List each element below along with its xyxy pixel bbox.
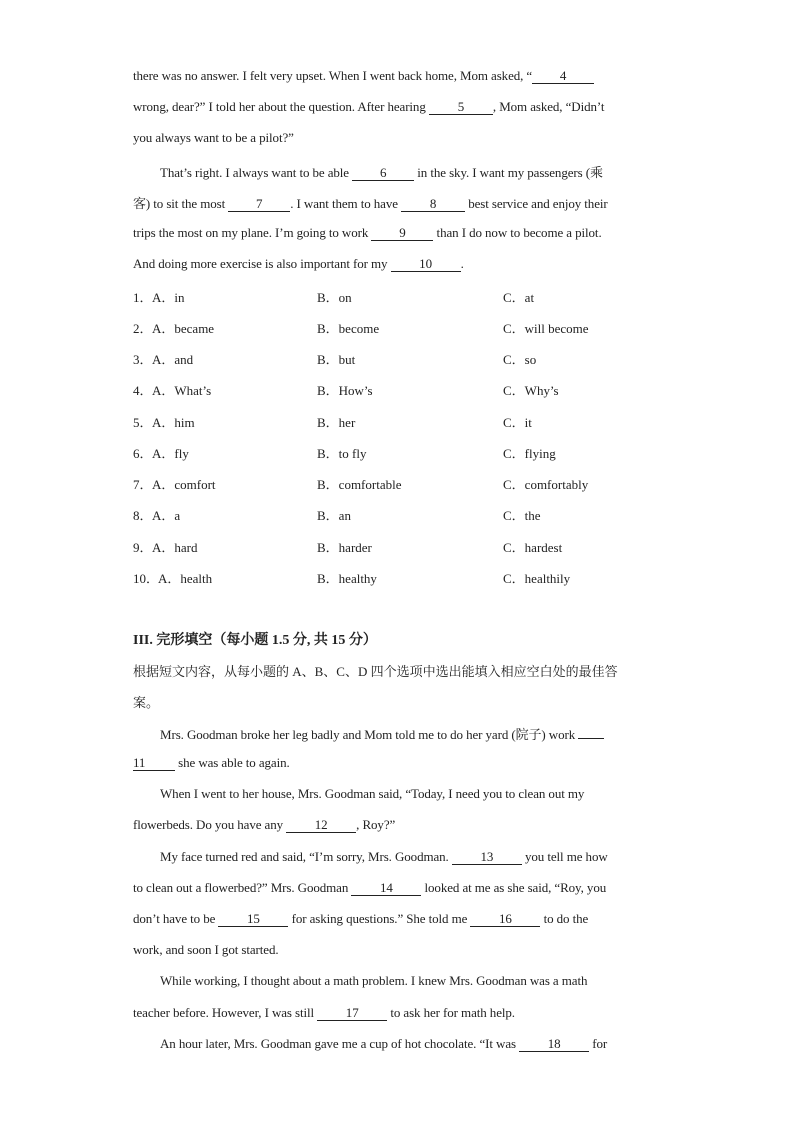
text: An hour later, Mrs. Goodman gave me a cup of hot chocolate. “It was xyxy=(160,1036,520,1051)
passage-line xyxy=(160,724,604,743)
text: , Mom asked, “Didn’t xyxy=(492,99,605,114)
option-a[interactable]: A．him xyxy=(152,415,195,430)
text: . xyxy=(460,256,464,271)
option-a[interactable]: A．in xyxy=(152,290,185,305)
blank-4[interactable]: 4 xyxy=(532,69,594,84)
blank-18[interactable]: 18 xyxy=(519,1037,589,1052)
question-number: 3． xyxy=(133,352,153,367)
option-a[interactable]: A．health xyxy=(158,571,213,586)
passage-line xyxy=(133,942,279,958)
option-b[interactable]: B．to fly xyxy=(317,446,367,461)
blank-11[interactable]: 11 xyxy=(133,756,175,771)
passage-line xyxy=(160,973,587,989)
option-b[interactable]: B．on xyxy=(317,290,352,305)
option-c[interactable]: C．healthily xyxy=(503,571,571,586)
text: you always want to be a pilot?” xyxy=(133,130,294,145)
option-b[interactable]: B．become xyxy=(317,321,380,336)
question-number: 7． xyxy=(133,477,153,492)
option-a[interactable]: A．a xyxy=(152,508,181,523)
option-b[interactable]: B．harder xyxy=(317,540,372,555)
passage-line xyxy=(133,1005,515,1021)
option-b[interactable]: B．an xyxy=(317,508,351,523)
question-number: 10． xyxy=(133,571,160,586)
text: don’t have to be xyxy=(133,911,219,926)
option-c[interactable]: C．it xyxy=(503,415,532,430)
passage-line xyxy=(133,755,290,771)
option-b[interactable]: B．but xyxy=(317,352,356,367)
blank-10[interactable]: 10 xyxy=(391,257,461,272)
option-a[interactable]: A．comfort xyxy=(152,477,216,492)
option-a[interactable]: A．What’s xyxy=(152,383,212,398)
text: work, and soon I got started. xyxy=(133,942,279,957)
blank-6[interactable]: 6 xyxy=(352,166,414,181)
option-c[interactable]: C．hardest xyxy=(503,540,563,555)
blank-12[interactable]: 12 xyxy=(286,818,356,833)
text: Mrs. Goodman broke her leg badly and Mom told me to do her yard (院子) work xyxy=(160,727,579,742)
option-b[interactable]: B．comfortable xyxy=(317,477,402,492)
option-c[interactable]: C．flying xyxy=(503,446,556,461)
text: 客) to sit the most xyxy=(133,196,229,211)
passage-line xyxy=(160,162,603,181)
text: for asking questions.” She told me xyxy=(288,911,471,926)
text: best service and enjoy their xyxy=(465,196,608,211)
question-number: 6． xyxy=(133,446,153,461)
blank-8[interactable]: 8 xyxy=(401,197,465,212)
text: , Roy?” xyxy=(356,817,396,832)
option-c[interactable]: C．comfortably xyxy=(503,477,589,492)
text: she was able to again. xyxy=(175,755,290,770)
text: trips the most on my plane. I’m going to work xyxy=(133,225,372,240)
blank-16[interactable]: 16 xyxy=(470,912,540,927)
option-b[interactable]: B．her xyxy=(317,415,356,430)
passage-line xyxy=(133,193,608,212)
text: My face turned red and said, “I’m sorry, Mrs. Goodman. xyxy=(160,849,452,864)
option-a[interactable]: A．fly xyxy=(152,446,189,461)
text: teacher before. However, I was still xyxy=(133,1005,318,1020)
option-b[interactable]: B．How’s xyxy=(317,383,373,398)
blank-14[interactable]: 14 xyxy=(351,881,421,896)
text: to ask her for math help. xyxy=(387,1005,515,1020)
question-number: 1． xyxy=(133,290,153,305)
passage-line xyxy=(133,817,395,833)
text: That’s right. I always want to be able xyxy=(160,165,353,180)
text: there was no answer. I felt very upset. When I went back home, Mom asked, “ xyxy=(133,68,533,83)
question-number: 9． xyxy=(133,540,153,555)
question-number: 2． xyxy=(133,321,153,336)
option-b[interactable]: B．healthy xyxy=(317,571,377,586)
blank-15[interactable]: 15 xyxy=(218,912,288,927)
option-c[interactable]: C．the xyxy=(503,508,541,523)
passage-line xyxy=(133,99,604,115)
text: wrong, dear?” I told her about the question. After hearing xyxy=(133,99,429,114)
text: in the sky. I want my passengers (乘 xyxy=(414,165,603,180)
blank-7[interactable]: 7 xyxy=(228,197,290,212)
section-heading: III. 完形填空（每小题 1.5 分, 共 15 分） xyxy=(133,633,377,648)
text: looked at me as she said, “Roy, you xyxy=(421,880,607,895)
blank-13[interactable]: 13 xyxy=(452,850,522,865)
passage-line xyxy=(160,786,584,802)
text: flowerbeds. Do you have any xyxy=(133,817,287,832)
text: When I went to her house, Mrs. Goodman said, “Today, I need you to clean out my xyxy=(160,786,585,801)
text: . I want them to have xyxy=(290,196,402,211)
text: you tell me how xyxy=(521,849,608,864)
text: And doing more exercise is also important for my xyxy=(133,256,391,271)
passage-line xyxy=(133,68,594,84)
text: than I do now to become a pilot. xyxy=(433,225,602,240)
text: to do the xyxy=(540,911,589,926)
blank-17[interactable]: 17 xyxy=(317,1006,387,1021)
passage-line xyxy=(133,880,606,896)
blank-5[interactable]: 5 xyxy=(429,100,493,115)
option-c[interactable]: C．at xyxy=(503,290,535,305)
option-a[interactable]: A．hard xyxy=(152,540,198,555)
option-a[interactable]: A．became xyxy=(152,321,215,336)
passage-line xyxy=(133,225,602,241)
passage-line xyxy=(133,130,294,146)
question-number: 8． xyxy=(133,508,153,523)
passage-line xyxy=(160,849,608,865)
blank-11-start xyxy=(578,738,604,739)
instructions: 根据短文内容，从每小题的 A、B、C、D 四个选项中选出能填入相应空白处的最佳答 xyxy=(133,664,618,679)
instructions-cont: 案。 xyxy=(133,695,160,710)
option-c[interactable]: C．will become xyxy=(503,321,589,336)
passage-line xyxy=(160,1036,607,1052)
text: While working, I thought about a math problem. I knew Mrs. Goodman was a math xyxy=(160,973,588,988)
option-c[interactable]: C．so xyxy=(503,352,537,367)
option-c[interactable]: C．Why’s xyxy=(503,383,559,398)
option-a[interactable]: A．and xyxy=(152,352,194,367)
text: to clean out a flowerbed?” Mrs. Goodman xyxy=(133,880,352,895)
question-number: 5． xyxy=(133,415,153,430)
passage-line xyxy=(133,256,464,272)
passage-line xyxy=(133,911,588,927)
question-number: 4． xyxy=(133,383,153,398)
text: for xyxy=(589,1036,608,1051)
blank-9[interactable]: 9 xyxy=(371,226,433,241)
